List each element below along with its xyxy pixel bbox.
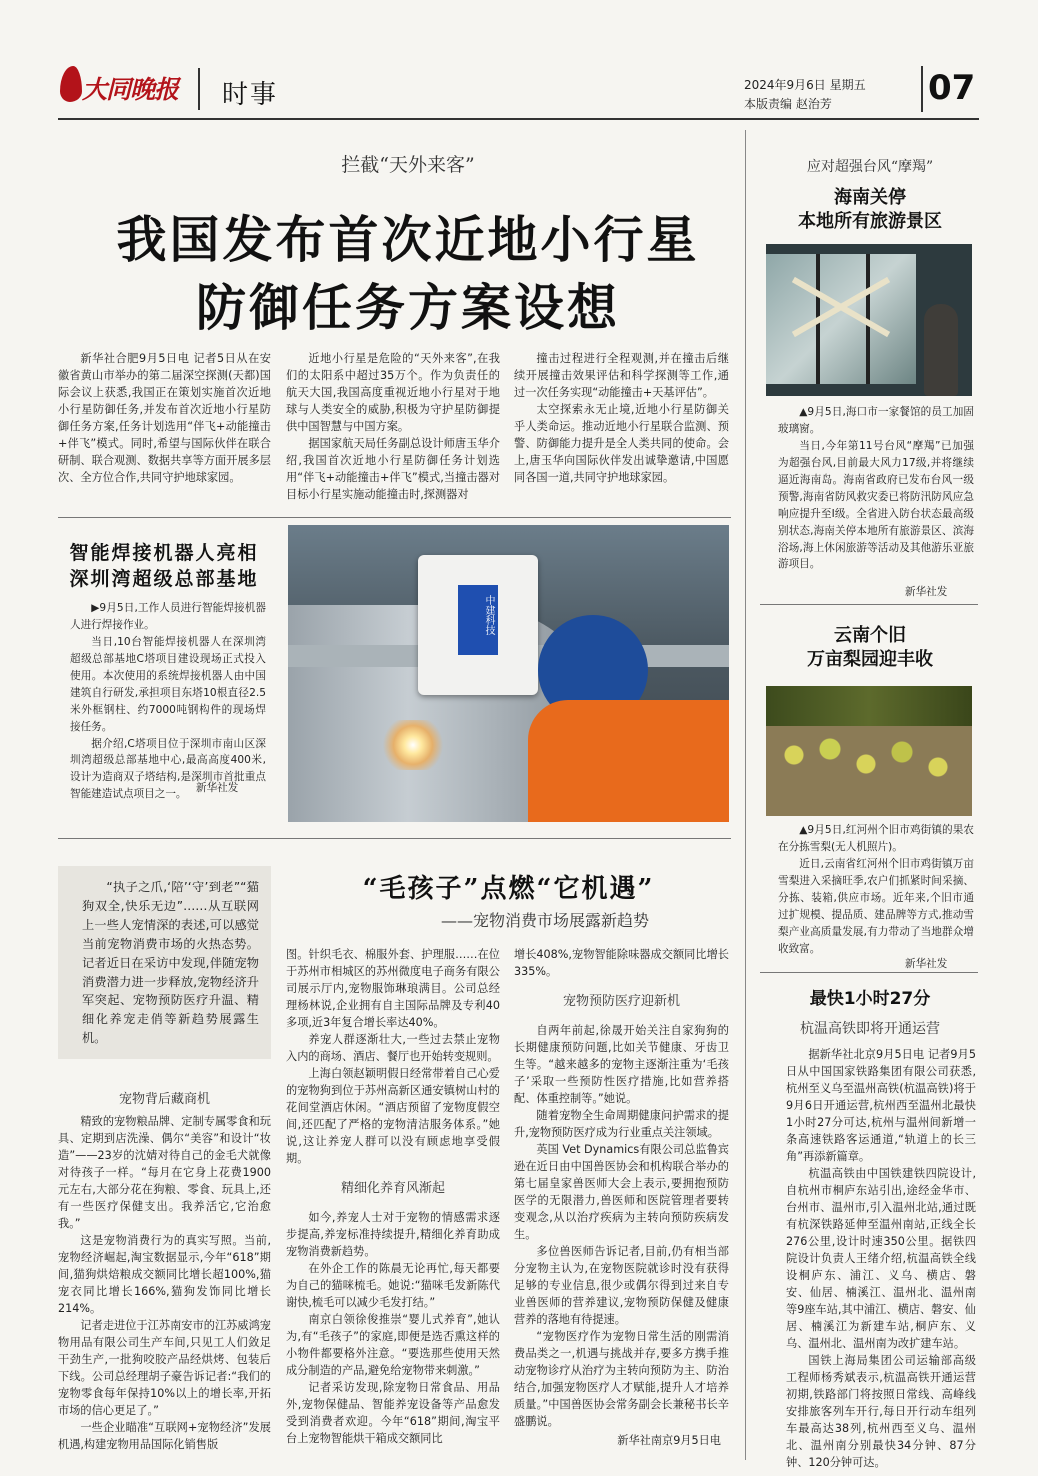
typhoon-title-line1: 海南关停 (834, 187, 906, 208)
issue-date: 2024年9月6日 星期五 (744, 78, 866, 92)
paragraph: 如今,养宠人士对于宠物的情感需求逐步提高,养宠标准持续提升,精细化养育助成宠物消费新趋势。 (286, 1210, 500, 1258)
caption-line: ▶9月5日,工作人员进行智能焊接机器人进行焊接作业。 (70, 602, 266, 631)
paragraph: 自两年前起,徐晟开始关注自家狗狗的长期健康预防问题,比如关节健康、牙齿卫生等。“越来越多的宠物主逐渐注重为‘毛孩子’采取一些预防性医疗措施,比如营养搭配、体重控制等。”她说。 (514, 1023, 729, 1105)
welding-caption (70, 600, 266, 803)
paragraph: 南京白领徐俊推崇“婴儿式养育”,她认为,有“毛孩子”的家庭,即便是选否熏这样的小物件都要格外注意。“要选那些使用天然成分制造的产品,避免给宠物带来刺激。” (286, 1313, 500, 1378)
pear-title-line1: 云南个旧 (834, 625, 906, 646)
section-name: 时事 (222, 80, 279, 110)
caption-line: 近日,云南省红河州个旧市鸡街镇万亩雪梨进入采摘旺季,农户们抓紧时间采摘、分拣、装箱,供应市场。近年来,个旧市通过扩规模、提品质、建品牌等方式,推动雪梨产业高质量发展,有力带动了当地群众增收致富。 (778, 857, 974, 955)
rail-article (786, 1046, 976, 1471)
pet-section1-title: 宠物背后藏商机 (118, 1092, 210, 1107)
typhoon-caption (778, 404, 974, 573)
intro-box (58, 866, 271, 1059)
welding-title-line1: 智能焊接机器人亮相 (69, 542, 259, 564)
welder-vest (528, 700, 729, 822)
flame-icon (60, 66, 82, 102)
masthead-logo (58, 62, 183, 110)
paragraph: 记者采访发现,除宠物日常食品、用品外,宠物保健品、智能养宠设备等产品愈发受到消费者欢迎。今年“618”期间,淘宝平台上宠物智能烘干箱成交额同比 (286, 1381, 500, 1446)
rail-title: 最快1小时27分 (809, 989, 931, 1009)
paragraph: 杭温高铁由中国铁建铁四院设计,自杭州市桐庐东站引出,途经金华市、台州市、温州市,引入温州北站,通过既有杭深铁路延伸至温州南站,正线全长276公里,设计时速350公里。据铁四院设计负责人王绪介绍,杭温高铁全线设桐庐东、浦江、义乌、横店、磐安、仙居、楠溪江、温州北、温州南等9座车站,其中浦江、横店、磐安、仙居、楠溪江为新建车站,桐庐东、义乌、温州北、温州南为改扩建车站。 (786, 1167, 976, 1351)
main-column-3 (514, 350, 729, 486)
sidebar-rule (760, 604, 978, 605)
pear-baskets (776, 731, 956, 791)
tree-canopy (766, 686, 972, 726)
typhoon-kicker: 应对超强台风“摩羯” (806, 159, 934, 175)
main-title-line2: 防御任务方案设想 (196, 279, 620, 337)
paragraph: 国铁上海局集团公司运输部高级工程师杨秀斌表示,杭温高铁开通运营初期,铁路部门将按照日常线、高峰线安排旅客列车开行,每日开行动车组列车最高达38列,杭州西至义乌、温州北、温州南分别最快34分钟、87分钟、120分钟可达。 (786, 1354, 976, 1470)
paragraph: 太空探索永无止境,近地小行星防御关乎人类命运。推动近地小行星联合监测、预警、防御能力提升是全人类共同的使命。会上,唐玉华向国际伙伴发出诚挚邀请,中国愿同各国一道,共同守护地球家园。 (514, 403, 729, 485)
paragraph: 一些企业瞄准“互联网+宠物经济”发展机遇,构建宠物用品国际化销售版 (58, 1421, 271, 1452)
typhoon-title-line2: 本地所有旅游景区 (798, 211, 942, 232)
paragraph: 上海白领赵颖明假日经常带着自己心爱的宠物狗到位于苏州高新区通安镇树山村的花间堂酒店休闲。“酒店预留了宠物度假空间,还匹配了严格的宠物清洁服务体系。”她说,这让养宠人群可以没有顾虑地享受假期。 (286, 1067, 500, 1166)
caption-line: ▲9月5日,红河州个旧市鸡街镇的果农在分拣雪梨(无人机照片)。 (778, 824, 974, 853)
pet-column-2 (286, 946, 500, 1447)
pet-credit: 新华社南京9月5日电 (617, 1434, 721, 1448)
robot-logo-text: 中建科技 (483, 595, 494, 635)
welding-sparks (378, 720, 448, 770)
paragraph: “宠物医疗作为宠物日常生活的刚需消费品类之一,机遇与挑战并存,要多方携手推动宠物诊疗从治疗为主转向预防为主、防治结合,加强宠物医疗人才赋能,提升人才培养质量。”中国兽医协会常务副会长兼秘书长辛盛鹏说。 (514, 1330, 729, 1429)
pet-subtitle: ——宠物消费市场展露新趋势 (440, 911, 649, 930)
welding-robot-photo (288, 525, 729, 822)
paragraph: 据国家航天局任务副总设计师唐玉华介绍,我国首次近地小行星防御任务计划选用“伴飞+动能撞击+伴飞”模式,当撞击器对目标小行星实施动能撞击时,探测器对 (286, 437, 500, 502)
paragraph: 随着宠物全生命周期健康问护需求的提升,宠物预防医疗成为行业重点关注领域。 (514, 1108, 729, 1139)
section-rule (58, 517, 731, 518)
pet-title: “毛孩子”点燃“它机遇” (362, 874, 655, 904)
caption-line: 当日,今年第11号台风“摩羯”已加强为超强台风,目前最大风力17级,并将继续逼近海南岛。海南省政府已发布台风一级预警,海南省防风救灾委已将防汛防风应急响应提升至Ⅰ级。全省进入防台状态最高级别状态,海南关停本地所有旅游景区、滨海浴场,海上休闲旅游等活动及其他游乐亚旅游项目。 (778, 439, 974, 571)
main-title-line1: 我国发布首次近地小行星 (116, 211, 700, 269)
pet-column-1 (58, 1113, 271, 1453)
typhoon-photo (766, 244, 972, 396)
paragraph: 撞击过程进行全程观测,并在撞击后继续开展撞击效果评估和科学探测等工作,通过一次任务实现“动能撞击+天基评估”。 (514, 352, 729, 400)
main-column-1 (58, 350, 271, 486)
caption-line: ▲9月5日,海口市一家餐馆的员工加固玻璃窗。 (778, 406, 974, 435)
pear-orchard-photo (766, 686, 972, 816)
paragraph: 近地小行星是危险的“天外来客”,在我们的太阳系中超过35万个。作为负责任的航天大国,我国高度重视近地小行星对于地球与人类安全的威胁,积极为守护星防御提供中国智慧与中国方案。 (286, 352, 500, 434)
rail-subtitle: 杭温高铁即将开通运营 (800, 1021, 940, 1037)
header-rule (58, 118, 979, 120)
pet-column-3 (514, 946, 729, 1449)
paragraph: 这是宠物消费行为的真实写照。当前,宠物经济崛起,淘宝数据显示,今年“618”期间,猫狗烘焙粮成交额同比增长超100%,猫宠衣同比增长166%,猫狗发饰同比增长214%。 (58, 1234, 271, 1316)
sidebar-divider (745, 130, 746, 1460)
main-column-2 (286, 350, 500, 503)
window-pane (766, 254, 916, 384)
paragraph: 养宠人群逐渐壮大,一些过去禁止宠物入内的商场、酒店、餐厅也开始转变规则。 (286, 1033, 500, 1064)
caption-line: 据介绍,C塔项目位于深圳市南山区深圳湾超级总部基地中心,最高高度400米,设计为造商双子塔结构,是深圳市首批重点智能建造试点项目之一。 (70, 737, 266, 801)
typhoon-credit: 新华社发 (905, 586, 948, 598)
paragraph: 多位兽医师告诉记者,目前,仍有相当部分宠物主认为,在宠物医院就诊时没有获得足够的专业信息,很少或偶尔得到过来自专业兽医师的营养建议,宠物预防保健及健康营养的落地有待提速。 (514, 1244, 729, 1327)
pear-credit: 新华社发 (905, 958, 948, 970)
paragraph: 新华社合肥9月5日电 记者5日从在安徽省黄山市举办的第二届深空探测(天都)国际会议上获悉,我国正在策划实施首次近地小行星防御任务,并发布首次近地小行星防御任务方案,任务计划选用“伴飞+动能撞击+伴飞”模式。同时,希望与国际伙伴在联合研制、联合观测、数据共享等方面开展多层次、全方位合作,共同守护地球家园。 (58, 352, 271, 485)
paragraph: 增长408%,宠物智能除味器成交额同比增长335%。 (514, 948, 729, 979)
paragraph: 图。针织毛衣、棉服外套、护理服……在位于苏州市相城区的苏州微度电子商务有限公司展示厅内,宠物服饰琳琅满目。公司总经理杨林说,企业拥有自主国际品牌及专利40多项,近3年复合增长率达40%。 (286, 948, 500, 1030)
paragraph: 记者走进位于江苏南安市的江苏威鸿宠物用品有限公司生产车间,只见工人们敛足干劲生产,一批狗咬胶产品经烘烤、包装后下线。公司总经理胡子豪告诉记者:“我们的宠物零食每年保持10%以上的增长率,开拓市场的信心更足了。” (58, 1319, 271, 1418)
intro-box-text: “执子之爪,‘陪’‘守’到老”“猫狗双全,快乐无边”……从互联网上一些人宠情深的表述,可以感觉当前宠物消费市场的火热态势。记者近日在采访中发现,伴随宠物消费潜力进一步释放,宠物经济升军突起、宠物预防医疗升温、精细化养宠走俏等新趋势展露生机。 (82, 880, 259, 1046)
robot-body (418, 555, 538, 695)
pear-title-line2: 万亩梨园迎丰收 (807, 649, 933, 670)
page-number-divider (921, 66, 923, 112)
section-rule (58, 838, 731, 839)
main-kicker: 拦截“天外来客” (341, 154, 475, 176)
pear-caption (778, 822, 974, 958)
welding-title-line2: 深圳湾超级总部基地 (69, 568, 259, 590)
header-divider-vertical (198, 68, 200, 110)
paragraph: 英国 Vet Dynamics有限公司总监鲁宾逊在近日由中国兽医协会和机构联合举办的第七届皇家兽医师大会上表示,要拥抱预防医学的无限潜力,兽医师和医院管理者要转变观念,从以治疗疾病为主转向预防疾病发生。 (514, 1142, 729, 1241)
pet-section2-title: 精细化养育风渐起 (340, 1181, 445, 1197)
paragraph: 在外企工作的陈晨无论再忙,每天都要为自己的猫咪梳毛。她说:“猫咪毛发新陈代谢快,梳毛可以减少毛发打结。” (286, 1262, 500, 1310)
welding-credit: 新华社发 (196, 782, 239, 794)
page-number: 07 (928, 68, 976, 108)
paragraph: 精致的宠物粮品牌、定制专属零食和玩具、定期到店洗澡、偶尔“美容”和设计“妆造”——23岁的沈婧对待自己的金毛犬就像对待孩子一样。“每月在它身上花费1900元左右,大部分花在狗粮、零食、玩具上,还有一些医疗保健支出。我养活它,它治愈我。” (58, 1115, 271, 1231)
sidebar-rule (760, 972, 978, 973)
logo-text: 大同晚报 (82, 75, 179, 104)
pet-section3-title: 宠物预防医疗迎新机 (562, 994, 680, 1010)
page-editor: 本版责编 赵治芳 (744, 97, 832, 111)
caption-line: 当日,10台智能焊接机器人在深圳湾超级总部基地C塔项目建设现场正式投入使用。本次使用的系统焊接机器人由中国建筑自行研发,承担项目东塔10根直径2.5米外框钢柱、约7000吨钢构件的现场焊接任务。 (70, 635, 266, 733)
worker-figure (924, 304, 958, 396)
paragraph: 据新华社北京9月5日电 记者9月5日从中国国家铁路集团有限公司获悉,杭州至义乌至温州高铁(杭温高铁)将于9月6日开通运营,杭州西至温州北最快1小时27分可达,杭州与温州间新增一条高速铁路客运通道,“轨道上的长三角”再添新篇章。 (786, 1048, 976, 1164)
